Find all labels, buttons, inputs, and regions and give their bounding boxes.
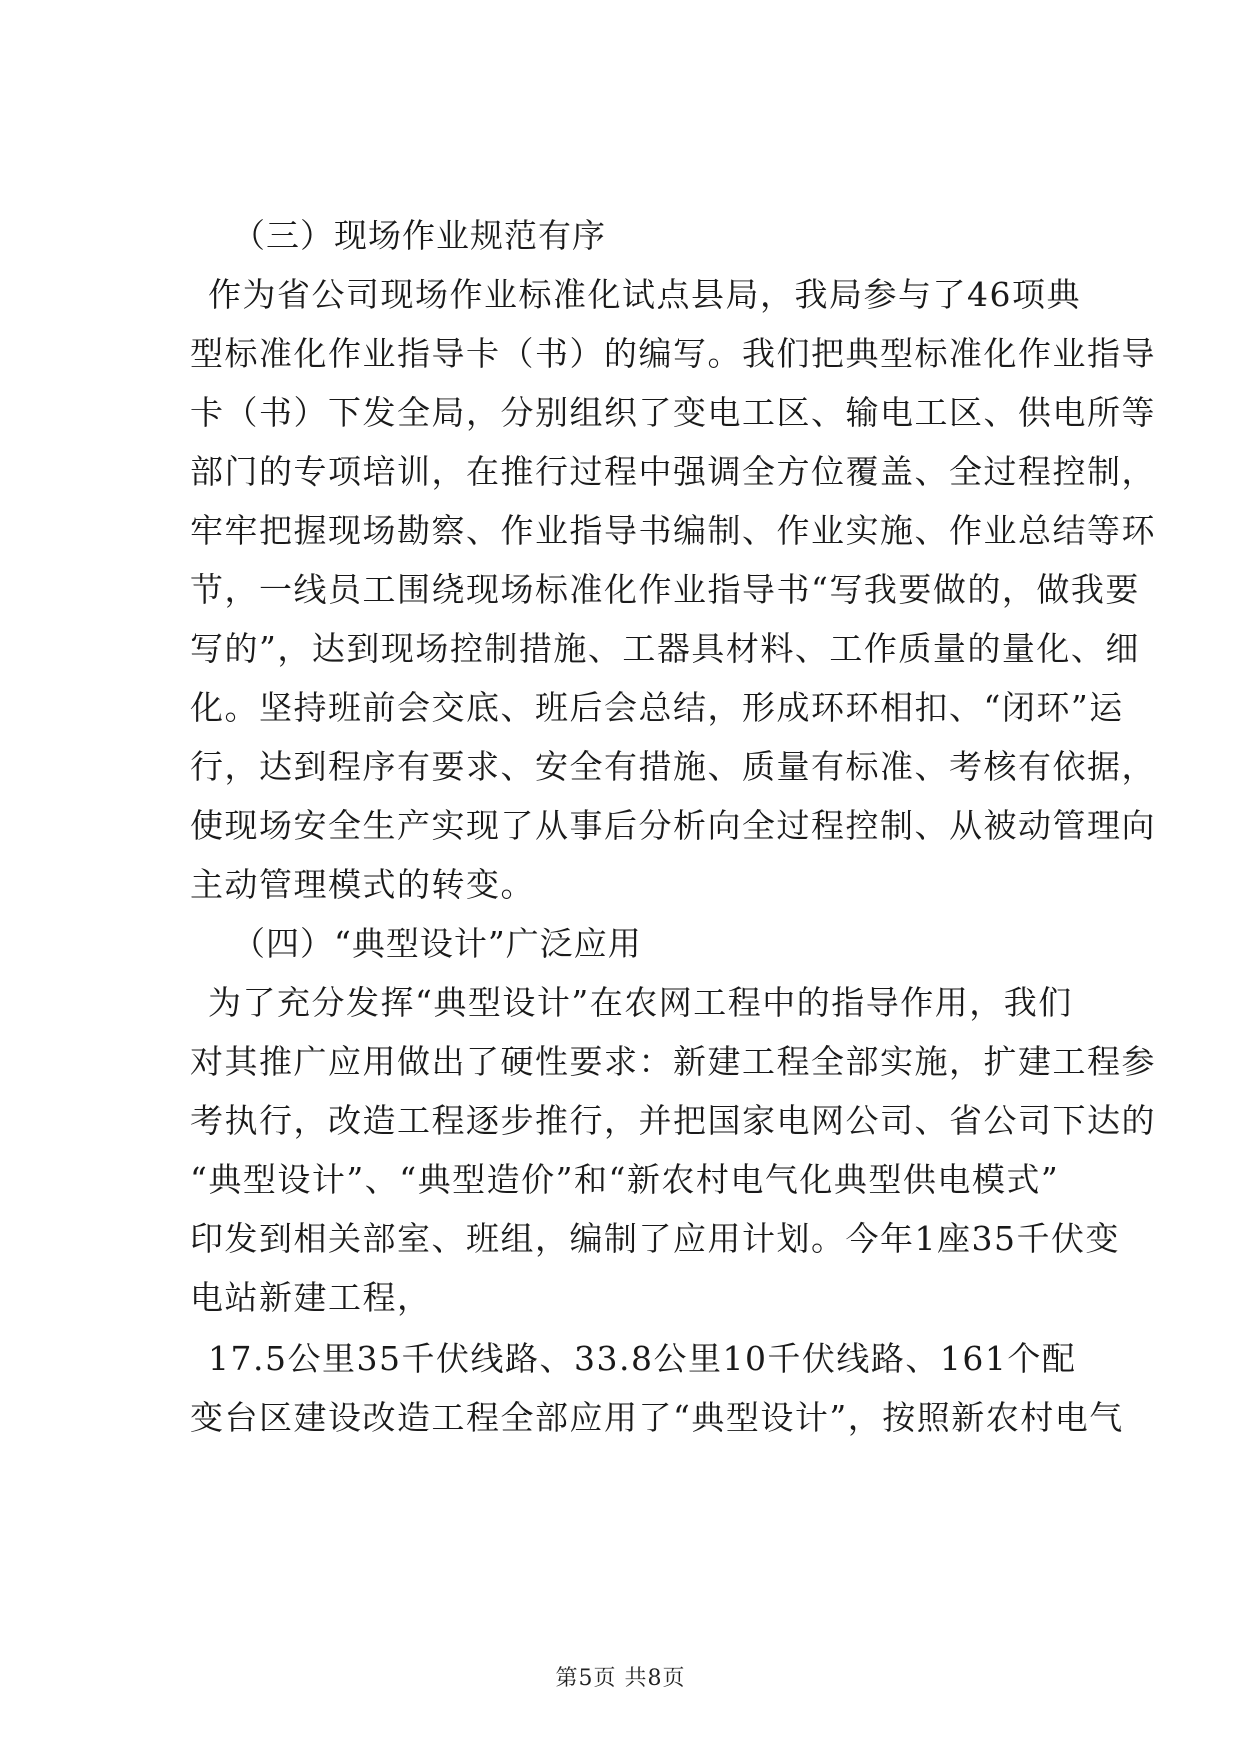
paragraph-line: 化。坚持班前会交底、班后会总结，形成环环相扣、“闭环”运 — [190, 688, 1124, 727]
paragraph-line: 节，一线员工围绕现场标准化作业指导书“写我要做的，做我要 — [190, 570, 1140, 609]
paragraph-line: 牢牢把握现场勘察、作业指导书编制、作业实施、作业总结等环 — [190, 511, 1156, 550]
paragraph-line: 印发到相关部室、班组，编制了应用计划。今年1座35千伏变 — [190, 1219, 1120, 1258]
paragraph-line: 电站新建工程， — [190, 1278, 432, 1317]
section-heading-four: （四）“典型设计”广泛应用 — [232, 924, 642, 963]
paragraph-line: 使现场安全生产实现了从事后分析向全过程控制、从被动管理向 — [190, 806, 1156, 845]
paragraph-line: “典型设计”、“典型造价”和“新农村电气化典型供电模式” — [190, 1160, 1060, 1199]
paragraph-line: 17.5公里35千伏线路、33.8公里10千伏线路、161个配 — [208, 1339, 1077, 1378]
paragraph-line: 行，达到程序有要求、安全有措施、质量有标准、考核有依据， — [190, 747, 1156, 786]
paragraph-line: 考执行，改造工程逐步推行，并把国家电网公司、省公司下达的 — [190, 1101, 1156, 1140]
paragraph-line: 部门的专项培训，在推行过程中强调全方位覆盖、全过程控制， — [190, 452, 1156, 491]
paragraph-line: 对其推广应用做出了硬性要求：新建工程全部实施，扩建工程参 — [190, 1042, 1156, 1081]
page-number-footer: 第5页 共8页 — [555, 1666, 686, 1691]
paragraph-line: 为了充分发挥“典型设计”在农网工程中的指导作用，我们 — [208, 983, 1073, 1022]
paragraph-line: 主动管理模式的转变。 — [190, 865, 535, 904]
paragraph-line: 作为省公司现场作业标准化试点县局，我局参与了46项典 — [208, 275, 1081, 314]
paragraph-line: 写的”，达到现场控制措施、工器具材料、工作质量的量化、细 — [190, 629, 1140, 668]
paragraph-line: 卡（书）下发全局，分别组织了变电工区、输电工区、供电所等 — [190, 393, 1156, 432]
section-heading-three: （三）现场作业规范有序 — [232, 216, 606, 255]
paragraph-line: 型标准化作业指导卡（书）的编写。我们把典型标准化作业指导 — [190, 334, 1156, 373]
paragraph-line: 变台区建设改造工程全部应用了“典型设计”，按照新农村电气 — [190, 1398, 1124, 1437]
